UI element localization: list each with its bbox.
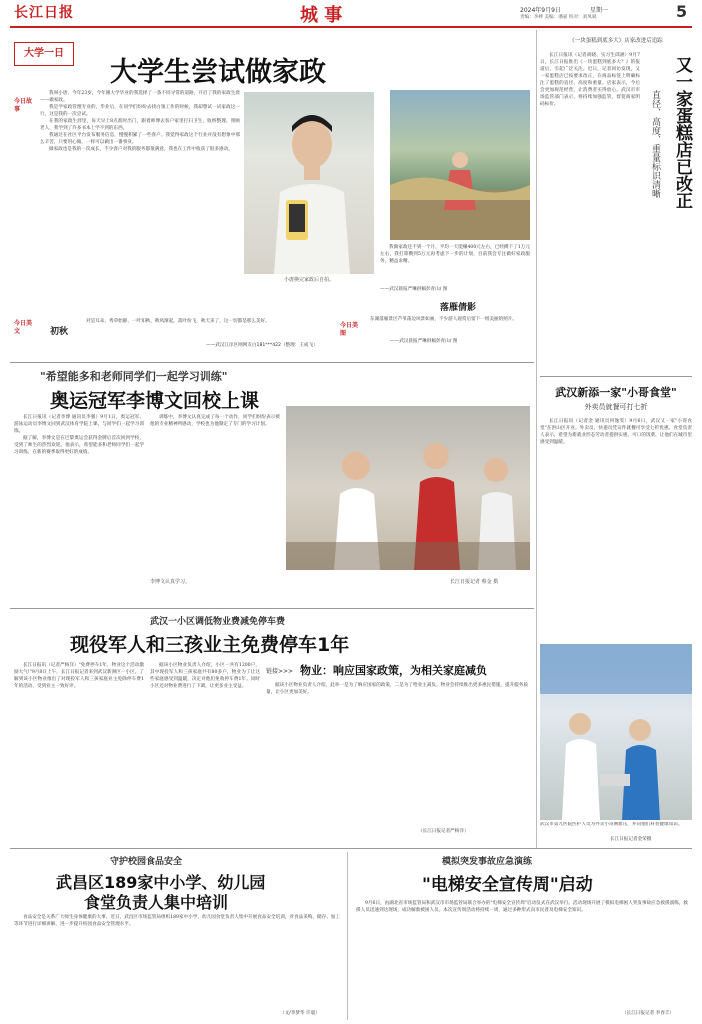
story-headline: 奥运冠军李博文回校上课 xyxy=(50,390,260,412)
story-food-safety xyxy=(10,852,344,1022)
story-paragraph: 做家政也是我的一次成长，不少客户对我的服务都很满意，我也在工作中收获了很多感动。 xyxy=(49,147,233,152)
sidebar-paragraph: 长江日报讯（记者胡晓、实习生邱涵）9月7日，长江日报推出《一块蛋糕到底多大？》的报道后，引起广泛关注。近日，记者回访发现，又一家蛋糕店已按要求改正，在商品标签上明确标注了蛋糕的直径、高度和重量。店家表示，今后会更加规范经营，让消费者买得放心。武汉市市场监管部门表示，将持续加强监管，督促商家明码标价。 xyxy=(540,53,640,107)
masthead xyxy=(0,0,702,26)
story-olympic xyxy=(10,366,532,606)
beauty-text xyxy=(86,318,326,340)
divider xyxy=(10,362,534,363)
sidebar-story-subhead: 外卖员就餐可打七折 xyxy=(584,403,648,411)
reeds-illustration xyxy=(390,90,530,240)
story-paragraph: 我通过在社区平台发布服务信息，慢慢积累了一些客户。我觉得家政这个行业并没有想象中那么辛苦，只要用心做，一样可以做出一番事业。 xyxy=(40,133,240,145)
story-elevator xyxy=(352,852,692,1022)
story-housekeeping xyxy=(10,30,532,360)
story-kicker: 守护校园食品安全 xyxy=(110,857,183,867)
divider-vertical xyxy=(536,30,537,848)
photo-caption: 李博文认真学习。 xyxy=(150,579,191,585)
selfie-photo xyxy=(244,92,374,274)
story-byline: （长江日报记者严杨洋） xyxy=(418,829,469,834)
selfie-caption: 小唐换完家政后自拍。 xyxy=(283,277,334,283)
photo-byline: ——武汉晨报严琳供稿彭青山/ 图 xyxy=(390,339,458,344)
story-byline: （文/李梦华 许寰） xyxy=(280,1011,320,1016)
story-sub-body xyxy=(266,682,528,822)
beauty-byline: ——武汉江岸区网网友白181***422（整理：王成飞） xyxy=(206,343,318,348)
editor-credits: 责编：李棒 美编：潘嘉 校对：刘凤斌 xyxy=(520,15,597,20)
divider xyxy=(10,848,692,849)
person-illustration xyxy=(244,92,374,274)
story-headline-line2: 食堂负责人集中培训 xyxy=(84,893,229,912)
issue-date: 2024年9月9日 xyxy=(520,7,561,14)
students-illustration xyxy=(286,406,530,570)
story-right-paragraph xyxy=(380,244,530,284)
section-title: 城 事 xyxy=(300,5,343,26)
story-kicker: "希望能多和老师同学们一起学习训练" xyxy=(40,370,228,383)
sidebar-body xyxy=(540,52,640,372)
story-body xyxy=(14,914,340,1004)
sidebar-story-headline: 武汉新添一家"小哥食堂" xyxy=(555,386,677,399)
sidebar-headline: 又一家蛋糕店已改正 xyxy=(672,56,692,209)
story-byline: （长江日报记者 李春丰） xyxy=(622,1011,674,1016)
page-number: 5 xyxy=(676,2,688,21)
beauty-title: 初秋 xyxy=(50,327,69,337)
story-body xyxy=(150,662,260,842)
sidebar xyxy=(540,30,692,846)
story-subhead: 物业：响应国家政策，为相关家庭减负 xyxy=(300,664,487,677)
issue-weekday: 星期一 xyxy=(590,7,609,14)
story-body xyxy=(356,900,688,1004)
masthead-rule xyxy=(10,26,692,28)
today-story-label: 今日故事 xyxy=(14,98,33,113)
hospital-photo xyxy=(540,644,692,820)
medical-staff-illustration xyxy=(540,644,692,820)
story-paragraph: 据了解，李博文是在巴黎奥运会获得金牌后首次回到学校，受到了师生的热烈欢迎。他表示，希望能多和老师同学们一起学习训练，在新的赛季取得更好的成绩。 xyxy=(14,436,144,455)
story-paragraph: 我叫小唐，今年23岁，今年刚大学毕业的我选择了一条不同寻常的道路，开启了我的家政生涯——做家政。 xyxy=(40,91,240,103)
link-prefix: 链接>>> xyxy=(266,668,294,675)
photo-credit: 长江日报记者 蔡金 摄 xyxy=(450,579,499,585)
divider-vertical xyxy=(347,852,348,1020)
story-paragraph: 据该小区物业负责人介绍，小区一共有1200户，其中现役军人和三孩家庭共有80多户，物业为了让这些家庭感受到温暖，决定对他们免收停车费1年。同时小区还对物业费进行了下调，让更多业主受益。 xyxy=(150,663,260,689)
story-paragraph: 长江日报讯（记者严杨洋）"免费停车1年，物业这个活动激励大气!"9月8日上午，长江日报记者来到武汉新洲区一小区，了解到该小区物业推出了对现役军人和三孩家庭业主免除停车费1年的活动，受到业主一致好评。 xyxy=(14,663,144,689)
lake-photo xyxy=(390,90,530,240)
photo-description xyxy=(370,316,530,336)
story-headline: "电梯安全宣传周"启动 xyxy=(422,875,593,895)
photo-description-text: 东湖落雁景区芦苇荡边风景如画，不少游人观赏后留下一组美丽的照片。 xyxy=(370,317,518,322)
story-intro xyxy=(14,662,144,842)
photo-caption-text: 武汉市第九医院医护人员为外卖小哥测血压，并向他们科普健康知识。 xyxy=(540,822,683,827)
newspaper-logo: 长江日报 xyxy=(14,5,74,21)
story-paragraph: 9月6日，由湖北省市场监管局和武汉市市场监管局联合举办的"电梯安全宣传周"启动仪式在武汉举行。活动现场开展了模拟电梯困人突发事故应急救援演练，救援人员迅速到达现场，成功解救被困人员。本次宣传周活动将持续一周，通过多种形式向市民普及电梯安全知识。 xyxy=(356,901,688,913)
story-byline: ——武汉晨报严琳供稿彭青山/ 图 xyxy=(380,287,448,292)
story-parking xyxy=(10,612,532,846)
story-kicker: 模拟突发事故应急演练 xyxy=(442,857,533,867)
series-tag: 《一块蛋糕到底多大》店家改进后追踪 xyxy=(569,38,663,44)
story-headline: 大学生尝试做家政 xyxy=(110,57,326,88)
today-beauty-label: 今日美文 xyxy=(14,320,33,335)
story-paragraph: 在我的家政生涯里，每天早上8点准时出门，跟着师傅去客户家里打扫卫生、收纳整理、照顾老人，我学到了许多书本上学不到的东西。 xyxy=(40,119,240,131)
story-paragraph: 食品安全是关系广大师生身体健康的大事。近日，武昌区市场监管局组织189家中小学、幼儿园食堂负责人集中开展食品安全培训，对食品采购、储存、加工等环节进行详细讲解，进一步提升校园食品安全管理水平。 xyxy=(14,915,340,927)
story-body xyxy=(40,90,240,268)
story-paragraph: 训练中，李博文认真完成了每一个动作，同学们纷纷表示被他的专业精神所感动，学校也为他制定了专门的学习计划。 xyxy=(150,415,280,427)
sidebar-photo-caption xyxy=(540,822,692,836)
story-paragraph: 据该小区物业负责人介绍，此举一是为了响应国家的政策，二是为了给业主减负。物业会持续推出更多惠民措施，提升服务质量，让小区更加美好。 xyxy=(266,683,528,695)
beauty-text-content: 对是耳朵，秀草始静，一叶知秋，秋风渐起，落叶纷飞，秋天来了，这一切都是那么美好。 xyxy=(86,319,270,324)
sidebar-story-body xyxy=(540,418,692,640)
column-tag: 大学一日 xyxy=(14,42,74,66)
sidebar-subhead: 直径、高度、重量标识清晰 xyxy=(650,90,660,198)
story-headline-line1: 武昌区189家中小学、幼儿园 xyxy=(56,873,266,892)
photo-title: 落雁倩影 xyxy=(440,303,477,313)
divider xyxy=(540,376,692,377)
sidebar-photo-credit: 长江日报记者金荣摄 xyxy=(610,837,652,842)
story-paragraph: 长江日报讯（记者李博 通讯员李强）9月1日，奥运冠军、游泳运动员李博文回到武汉体育学院上课，与同学们一起学习训练。 xyxy=(14,415,144,434)
story-paragraph: 我做家政还不到一个月，平均一天能赚400元左右，已经攒下了1万元左右，我打算攒到5万元再考虑下一步的计划，目前我会专注做好家政服务，精益求精。 xyxy=(380,245,530,264)
sidebar-story-paragraph: 长江日报讯（记者金 通讯员何逸雯）9月6日，武汉又一家"小哥食堂"在洪山区开业。外卖员、快递员凭证件就餐可享受七折优惠。食堂负责人表示，希望为新就业形态劳动者提供实惠、可口的饭菜，让他们在城市里感受到温暖。 xyxy=(540,419,692,445)
story-headline: 现役军人和三孩业主免费停车1年 xyxy=(70,634,350,656)
story-kicker: 武汉一小区调低物业费减免停车费 xyxy=(150,617,286,627)
divider xyxy=(10,608,534,609)
today-photo-label: 今日美图 xyxy=(340,322,359,337)
story-paragraph: 我是学家政管理专业的，毕业后，在同学们纷纷去找白领工作的时候，我却想试一试家政这一行，这是我的一次尝试。 xyxy=(40,105,240,117)
story-body-col2 xyxy=(150,414,280,574)
classroom-photo xyxy=(286,406,530,570)
story-body xyxy=(14,414,144,600)
